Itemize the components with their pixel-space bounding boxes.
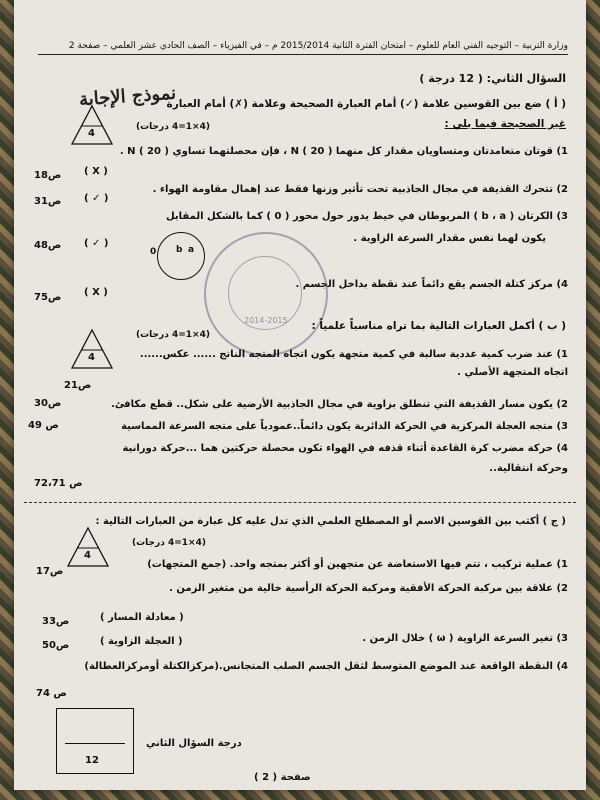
- part-c-item-2: 2) علاقة بين مركبة الحركة الأفقية ومركبة الحركة الرأسية خالية من متغير الزمن .: [169, 583, 568, 594]
- part-a-marks: (4×1=4 درجات): [136, 122, 210, 132]
- stamp-year: 2014-2015: [244, 316, 288, 325]
- exam-header: [38, 40, 568, 55]
- total-line: [65, 743, 125, 744]
- ball-a-label: a: [188, 245, 195, 255]
- part-a-page-4: ص75: [34, 292, 62, 303]
- part-a-answer-3: ( ✓ ): [84, 238, 109, 249]
- part-b-page-4: ص 72،71: [34, 478, 83, 489]
- part-a-item-2: 2) تتحرك القذيفة في مجال الجاذبية تحت تأثير وزنها فقط عند إهمال مقاومة الهواء .: [152, 184, 568, 195]
- part-a-item-3-cont: يكون لهما نفس مقدار السرعة الزاوية .: [353, 233, 546, 244]
- part-a-grade: 4: [88, 128, 95, 139]
- part-b-item-2: 2) يكون مسار القذيفة التي تنطلق بزاوية في مجال الجاذبية الأرضية على شكل.. قطع مكافئ.: [111, 399, 568, 410]
- handwritten-model-answer: نموذج الإجابة: [78, 82, 177, 111]
- part-a-item-1: 1) قوتان متعامدتان ومتساويان مقدار كل منهما N ( 20 ) ، فإن محصلتهما تساوي N ( 20 ) .: [119, 146, 568, 157]
- part-a-answer-4: ( X ): [84, 287, 108, 298]
- part-c-item-4: 4) النقطة الواقعة عند الموضع المتوسط لثقل الجسم الصلب المتجانس.(مركزالكتلة أومركزالعطالة): [84, 661, 568, 672]
- question-total-box: [56, 708, 134, 774]
- part-c-item-3: 3) تغير السرعة الزاوية ( ω ) خلال الزمن .: [362, 633, 568, 644]
- ball-b-label: b: [176, 245, 183, 255]
- official-stamp: [204, 232, 328, 356]
- part-b-page-2: ص30: [34, 398, 62, 409]
- part-b-page-1: ص21: [64, 380, 92, 391]
- part-c-page-3: ص50: [42, 640, 70, 651]
- part-b-item-1-cont: اتجاه المتجهة الأصلي .: [457, 367, 568, 378]
- section-divider: [24, 502, 576, 503]
- rotating-balls-figure: [150, 232, 205, 280]
- part-a-subtitle: غير الصحيحة فيما يلي :: [444, 118, 566, 130]
- part-c-marks: (4×1=4 درجات): [132, 538, 206, 548]
- part-b-grade: 4: [88, 352, 95, 363]
- part-c-title: ( ج ) أكتب بين القوسين الاسم أو المصطلح العلمي الذي تدل عليه كل عبارة من العبارات التالية :: [95, 516, 566, 527]
- part-a-page-1: ص18: [34, 170, 62, 181]
- axis-o-label: 0: [150, 247, 157, 257]
- part-a-title: ( أ ) ضع بين القوسين علامة (✓) أمام العبارة الصحيحة وعلامة (✗) أمام العبارة: [166, 98, 566, 110]
- question-title: السؤال الثاني: ( 12 درجة ): [419, 72, 566, 85]
- part-a-answer-1: ( X ): [84, 166, 108, 177]
- part-b-marks: (4×1=4 درجات): [136, 330, 210, 340]
- part-b-item-4: 4) حركة مضرب كرة القاعدة أثناء قذفه في الهواء تكون محصلة حركتين هما ...حركة دورانية: [122, 443, 568, 454]
- part-c-page-4: ص 74: [36, 688, 67, 699]
- part-a-page-2: ص31: [34, 196, 62, 207]
- part-a-item-4: 4) مركز كتلة الجسم يقع دائماً عند نقطة بداخل الجسم .: [295, 279, 568, 290]
- part-c-grade: 4: [84, 550, 91, 561]
- page-number: صفحة ( 2 ): [254, 772, 311, 783]
- exam-page: [14, 0, 586, 790]
- header-line: وزارة التربية – التوجيه الفني العام للعلوم – امتحان الفترة الثانية 2015/2014 م – في الفيزياء – الصف الحادي عشر العلمي – صفحة 2: [38, 40, 568, 55]
- part-a-page-3: ص48: [34, 240, 62, 251]
- part-b-item-1: 1) عند ضرب كمية عددية سالبة في كمية متجهة يكون اتجاه المتجه الناتج ...... عكس......: [139, 349, 568, 360]
- part-a-answer-2: ( ✓ ): [84, 193, 109, 204]
- part-c-page-2: ص33: [42, 616, 70, 627]
- part-a-item-3: 3) الكرتان ( b ، a ) المربوطان في خيط يدور حول محور ( 0 ) كما بالشكل المقابل: [165, 211, 568, 222]
- part-b-item-4-cont: وحركة انتقالية..: [489, 463, 568, 474]
- part-c-item-1: 1) عملية تركيب ، تتم فيها الاستعاضة عن متجهين أو أكثر بمتجه واحد. (جمع المتجهات): [147, 559, 568, 570]
- question-total-label: درجة السؤال الثاني: [146, 738, 242, 749]
- part-c-page-1: ص17: [36, 566, 64, 577]
- part-c-answer-2: ( معادلة المسار ): [100, 612, 184, 623]
- part-a-grade-triangle: [70, 104, 114, 146]
- part-c-answer-3: ( العجلة الزاوية ): [100, 636, 183, 647]
- part-b-page-3: ص 49: [28, 420, 59, 431]
- question-total: 12: [85, 755, 99, 766]
- part-b-item-3: 3) متجه العجلة المركزية في الحركة الدائرية يكون دائماً..عمودياً على متجه السرعة المماسية: [121, 421, 568, 432]
- part-b-title: ( ب ) أكمل العبارات التالية بما تراه مناسباً علمياً :: [311, 320, 566, 332]
